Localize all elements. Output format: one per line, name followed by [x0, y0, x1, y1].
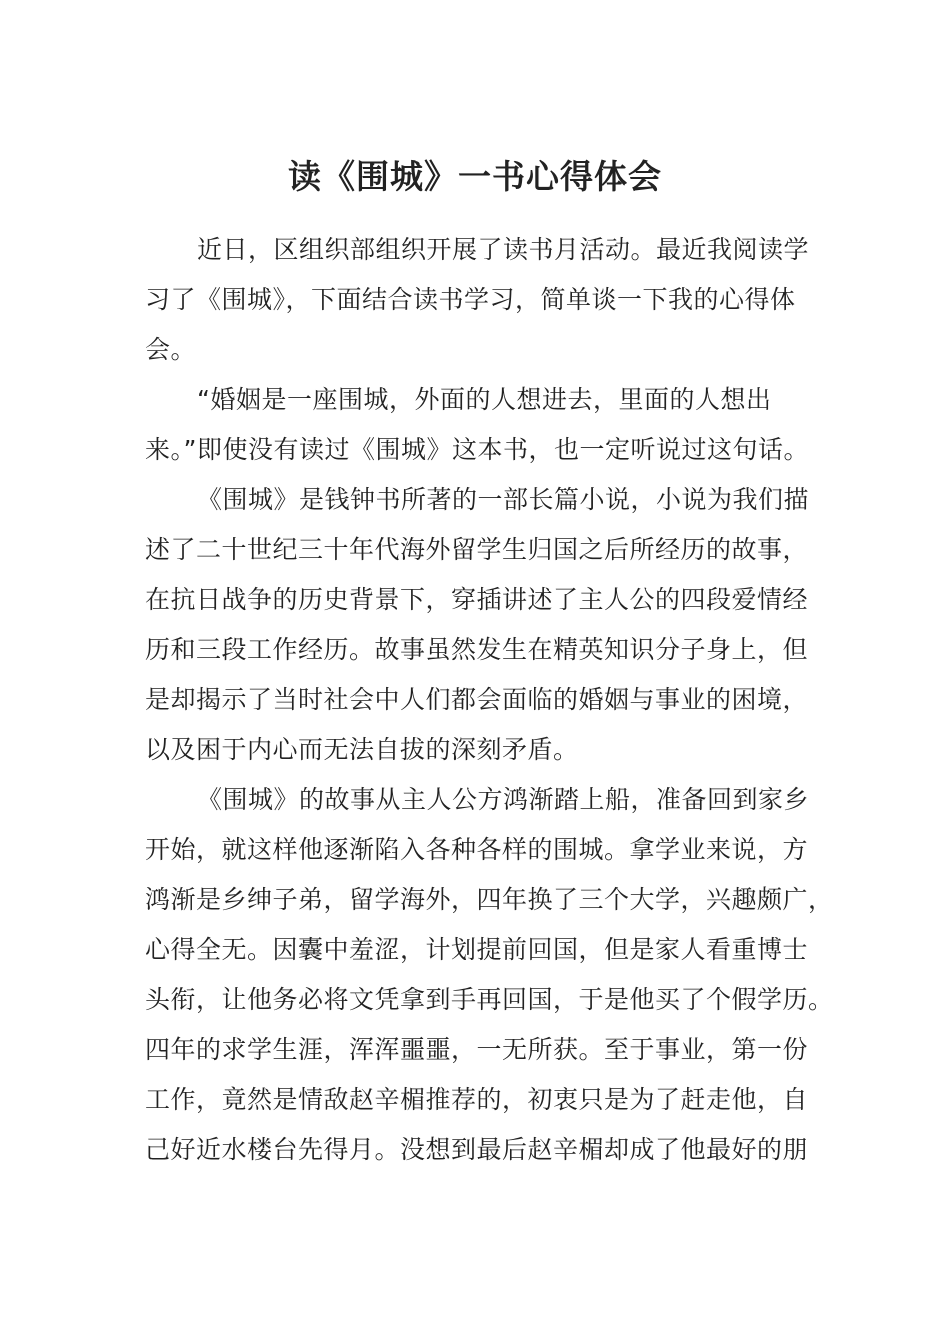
- paragraph-3-line-5: 是却揭示了当时社会中人们都会面临的婚姻与事业的困境，: [145, 685, 809, 714]
- paragraph-4-line-3: 鸿渐是乡绅子弟，留学海外，四年换了三个大学，兴趣颇广，: [145, 885, 834, 914]
- paragraph-3-line-2: 述了二十世纪三十年代海外留学生归国之后所经历的故事，: [145, 535, 809, 564]
- paragraph-4-line-4: 心得全无。因囊中羞涩，计划提前回国，但是家人看重博士: [145, 935, 809, 964]
- paragraph-4-line-6: 四年的求学生涯，浑浑噩噩，一无所获。至于事业，第一份: [145, 1035, 809, 1064]
- document-body: [145, 225, 834, 1175]
- paragraph-3-line-1: 《围城》是钱钟书所著的一部长篇小说，小说为我们描: [197, 485, 810, 514]
- paragraph-1-line-2: 习了《围城》，下面结合读书学习，简单谈一下我的心得体: [145, 285, 796, 314]
- paragraph-2-line-1: “婚姻是一座围城，外面的人想进去，里面的人想出: [197, 385, 772, 414]
- paragraph-1-line-3: 会。: [145, 335, 197, 364]
- paragraph-2-line-2: 来。”即使没有读过《围城》这本书，也一定听说过这句话。: [145, 435, 809, 464]
- document-title: 读《围城》一书心得体会: [288, 157, 662, 196]
- paragraph-4-line-8: 己好近水楼台先得月。没想到最后赵辛楣却成了他最好的朋: [145, 1135, 809, 1164]
- paragraph-3-line-3: 在抗日战争的历史背景下，穿插讲述了主人公的四段爱情经: [145, 585, 809, 614]
- paragraph-1-line-1: 近日，区组织部组织开展了读书月活动。最近我阅读学: [197, 235, 810, 264]
- paragraph-4-line-2: 开始，就这样他逐渐陷入各种各样的围城。拿学业来说，方: [145, 835, 809, 864]
- paragraph-3-line-6: 以及困于内心而无法自拔的深刻矛盾。: [145, 735, 579, 764]
- paragraph-4-line-5: 头衔，让他务必将文凭拿到手再回国，于是他买了个假学历。: [145, 985, 834, 1014]
- paragraph-3-line-4: 历和三段工作经历。故事虽然发生在精英知识分子身上，但: [145, 635, 809, 664]
- paragraph-4-line-1: 《围城》的故事从主人公方鸿渐踏上船，准备回到家乡: [197, 785, 810, 814]
- paragraph-4-line-7: 工作，竟然是情敌赵辛楣推荐的，初衷只是为了赶走他，自: [145, 1085, 809, 1114]
